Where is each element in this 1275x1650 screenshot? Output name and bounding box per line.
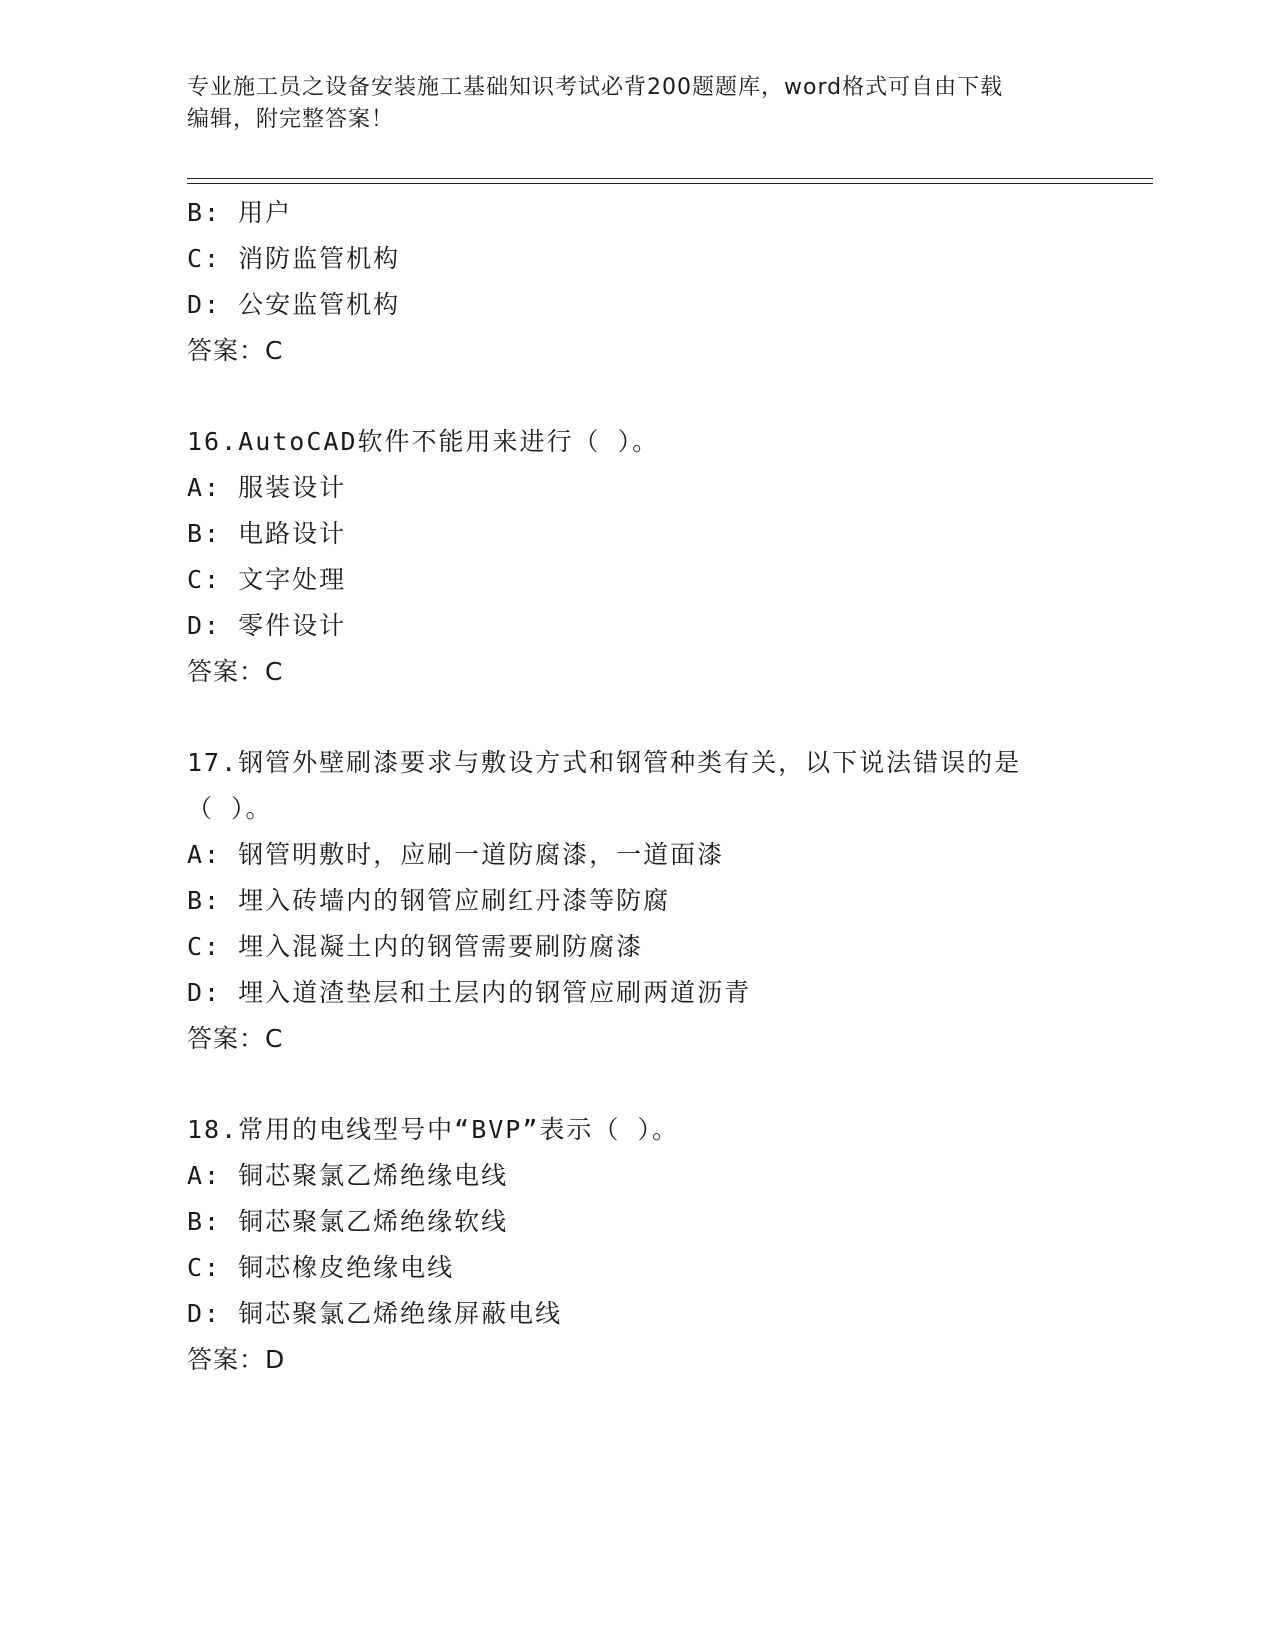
option-d: D: 埋入道渣垫层和土层内的钢管应刷两道沥青: [187, 978, 752, 1007]
header-title-line-2: 编辑，附完整答案！: [187, 107, 395, 132]
option-d: D: 零件设计: [187, 611, 347, 640]
question-list: [187, 190, 1087, 1383]
answer: 答案：C: [187, 336, 284, 365]
question-stem-line-2: （ ）。: [187, 794, 273, 823]
question-stem-line-1: 17.钢管外壁刷漆要求与敷设方式和钢管种类有关，以下说法错误的是: [187, 748, 1022, 777]
question-15-tail: [187, 190, 1087, 374]
answer: 答案：C: [187, 657, 284, 686]
option-b: B: 埋入砖墙内的钢管应刷红丹漆等防腐: [187, 886, 671, 915]
option-b: B: 用户: [187, 198, 293, 227]
option-b: B: 铜芯聚氯乙烯绝缘软线: [187, 1207, 509, 1236]
option-d: D: 铜芯聚氯乙烯绝缘屏蔽电线: [187, 1299, 563, 1328]
question-spacer: [187, 1062, 1087, 1107]
question-16: [187, 419, 1087, 695]
question-17: [187, 740, 1087, 1062]
question-stem: 16.AutoCAD软件不能用来进行（ ）。: [187, 427, 660, 456]
header-divider-bottom: [187, 183, 1153, 184]
option-d: D: 公安监管机构: [187, 290, 401, 319]
question-spacer: [187, 695, 1087, 740]
question-stem: 18.常用的电线型号中“BVP”表示（ ）。: [187, 1115, 679, 1144]
answer: 答案：C: [187, 1024, 284, 1053]
option-b: B: 电路设计: [187, 519, 347, 548]
option-c: C: 埋入混凝土内的钢管需要刷防腐漆: [187, 932, 644, 961]
document-header: [187, 72, 1087, 136]
option-a: A: 铜芯聚氯乙烯绝缘电线: [187, 1161, 509, 1190]
option-a: A: 钢管明敷时，应刷一道防腐漆，一道面漆: [187, 840, 725, 869]
option-c: C: 文字处理: [187, 565, 347, 594]
question-spacer: [187, 374, 1087, 419]
header-divider-top: [187, 178, 1153, 179]
option-c: C: 消防监管机构: [187, 244, 401, 273]
option-a: A: 服装设计: [187, 473, 347, 502]
option-c: C: 铜芯橡皮绝缘电线: [187, 1253, 455, 1282]
question-18: [187, 1107, 1087, 1383]
header-title-line-1: 专业施工员之设备安装施工基础知识考试必背200题题库，word格式可自由下载: [187, 75, 1004, 100]
answer: 答案：D: [187, 1345, 286, 1374]
